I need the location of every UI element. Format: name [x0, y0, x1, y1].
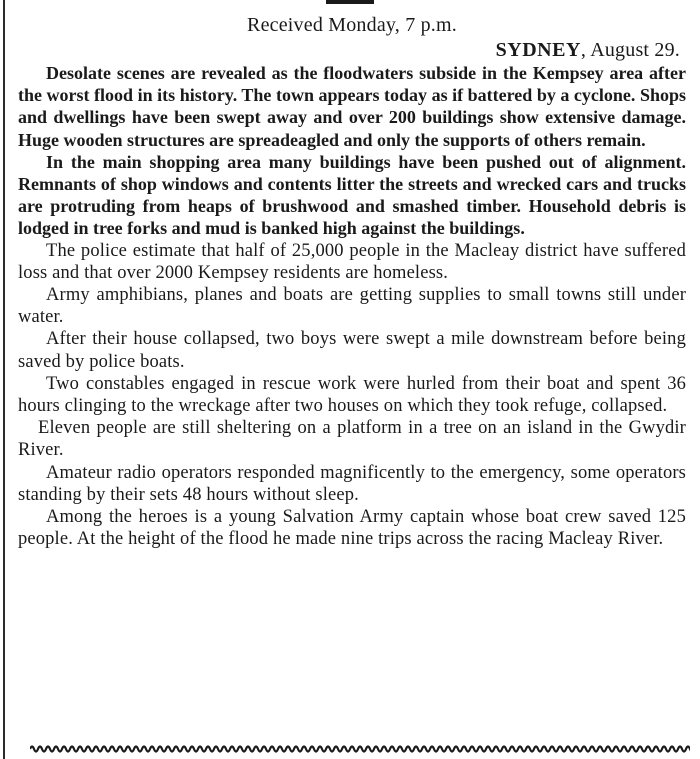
news-article [18, 12, 686, 550]
paragraph-eleven-people: Eleven people are still sheltering on a platform in a tree on an island in the Gwydir River. [18, 418, 686, 461]
paragraph-radio-operators: Amateur radio operators responded magnificently to the emergency, some operators standing by their sets 48 hours without sleep. [18, 462, 686, 505]
paragraph-salvation-army: Among the heroes is a young Salvation Army captain whose boat crew saved 125 people. At the height of the flood he made nine trips across the racing Macleay River. [18, 507, 686, 550]
dateline-date: August 29. [590, 39, 680, 61]
received-time: Received Monday, 7 p.m. [247, 14, 457, 36]
paragraph-two-boys: After their house collapsed, two boys were swept a mile downstream before being saved by police boats. [18, 329, 686, 372]
wavy-divider-rule [30, 743, 690, 755]
dateline-place: SYDNEY [495, 39, 581, 61]
paragraph-two-constables: Two constables engaged in rescue work were hurled from their boat and spent 36 hours clinging to the wreckage after two houses on which they took refuge, collapsed. [18, 373, 686, 417]
top-divider-rule [326, 0, 374, 4]
paragraph-army-supplies: Army amphibians, planes and boats are getting supplies to small towns still under water. [18, 285, 686, 328]
paragraph-shopping-area: In the main shopping area many buildings have been pushed out of alignment. Remnants of shop windows and contents litter the streets and wrecked cars and trucks are protruding from heaps of brushwood and smashed timber. Household debris is lodged in tree forks and mud is banked high against the buildings. [18, 151, 686, 239]
paragraph-desolate-scenes: Desolate scenes are revealed as the floodwaters subside in the Kempsey area after the worst flood in its history. The town appears today as if battered by a cyclone. Shops and dwellings have been swept away and over 200 buildings show extensive damage. Huge wooden structures are spreadeagled and only the supports of others remain. [18, 63, 686, 150]
column-rule [3, 0, 5, 759]
dateline: SYDNEY, August 29. [495, 39, 680, 61]
paragraph-police-estimate: The police estimate that half of 25,000 people in the Macleay district have suffered loss and that over 2000 Kempsey residents are homeless. [18, 240, 686, 283]
